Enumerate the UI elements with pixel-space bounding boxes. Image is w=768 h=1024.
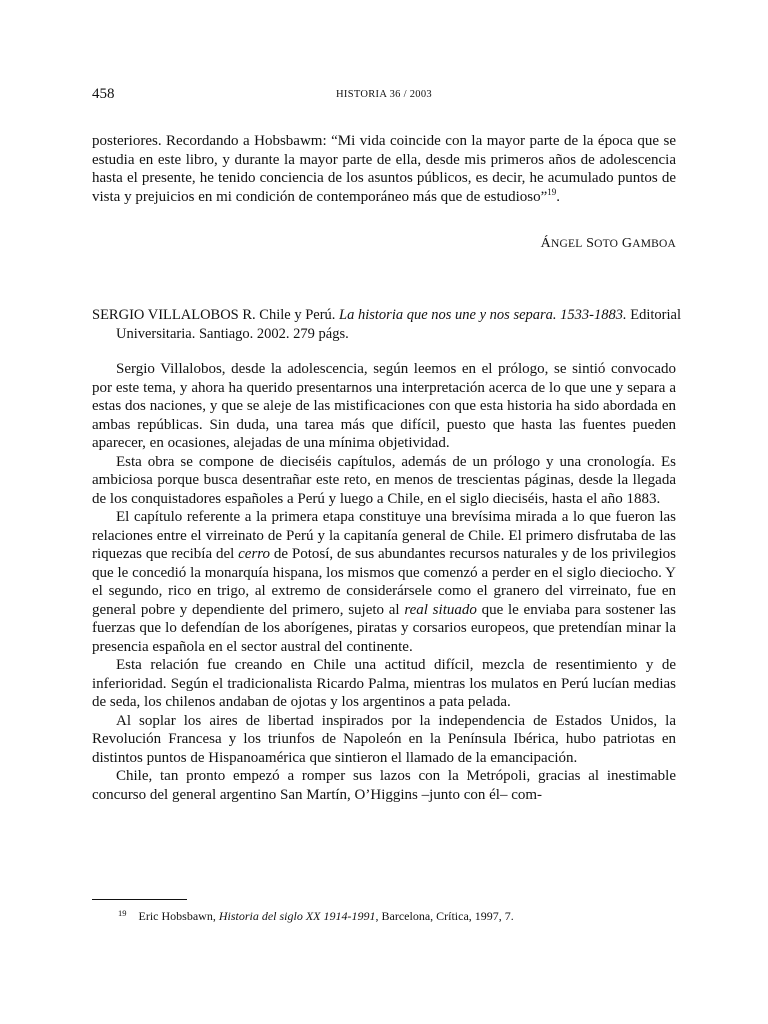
review-bibliographic-heading — [92, 306, 700, 344]
page-number: 458 — [92, 86, 115, 102]
sig-rest-1: NGEL — [550, 238, 583, 250]
review-paragraph-4: Esta relación fue creando en Chile una actitud difícil, mezcla de resentimiento y de inferioridad. Según el tradicionalista Ricardo Palma, mientras los mulatos en Perú lucían medias de seda, los chilenos andaban de ojotas y los argentinos a pata pelada. — [92, 657, 676, 710]
review-paragraph-2: Esta obra se compone de dieciséis capítulos, además de un prólogo y una cronología. Es ambiciosa porque busca desentrañar este reto, en menos de trescientas páginas, desde la llegada de los conquistadores españoles a Perú y luego a Chile, en el siglo dieciséis, hasta el año 1883. — [92, 453, 676, 507]
previous-review-text: posteriores. Recordando a Hobsbawm: “Mi vida coincide con la mayor parte de la época que se estudia en este libro, y durante la mayor parte de ella, desde mis primeros años de adolescencia hasta el presente, he tenido conciencia de los asuntos públicos, es decir, he acumulado puntos de vista y prejuicios en mi condición de contemporáneo más que de estudioso” — [92, 133, 676, 205]
review-paragraph-3 — [92, 508, 676, 656]
sig-initial-3: G — [621, 236, 633, 251]
sig-rest-3: AMBOA — [632, 238, 676, 250]
footnote-separator — [92, 899, 187, 900]
previous-review-ending — [92, 132, 676, 206]
review-paragraph-5: Al soplar los aires de libertad inspirados por la independencia de Estados Unidos, la Revolución Francesa y los triunfos de Napoleón en la Península Ibérica, hubo patriotas en distintos puntos de Hispanoamérica que sintieron el llamado de la emancipación. — [92, 712, 676, 766]
review-heading-title: La historia que nos une y nos separa. 1533-1883. — [339, 307, 627, 323]
footnote — [118, 908, 514, 924]
footnote-number: 19 — [118, 908, 127, 918]
review-heading-publication: Editorial Universitaria. Santiago. 2002. 279 págs. — [116, 307, 682, 342]
review-paragraph-1: Sergio Villalobos, desde la adolescencia, según leemos en el prólogo, se sintió convocado por este tema, y ahora ha querido presentarnos una interpretación acerca de lo que une y separa a estas dos naciones, y que se aleje de las mistificaciones con que esta historia ha sido abordada en ambas repúblicas. Sin duda, una tarea más que difícil, puesto que hasta las fuentes pueden aparecer, en ocasiones, alejadas de una mínima objetividad. — [92, 361, 676, 451]
p3-part-c: que le enviaba para sostener las fuerzas que lo defendían de los aborígenes, piratas y corsarios europeos, que pretendían minar la presencia española en el sector austral del continente. — [92, 601, 677, 655]
running-head: HISTORIA 36 / 2003 — [336, 89, 432, 100]
footnote-reference: 19 — [547, 186, 557, 197]
review-body — [92, 360, 676, 804]
sig-initial-1: Á — [540, 236, 551, 251]
reviewer-signature — [541, 236, 676, 252]
p3-emphasis-real-situado: real situado — [404, 601, 477, 618]
end-punctuation: . — [556, 188, 561, 205]
sig-initial-2: S — [586, 236, 595, 251]
review-heading-author: SERGIO VILLALOBOS R. Chile y Perú. — [92, 307, 336, 323]
footnote-title: Historia del siglo XX 1914-1991 — [218, 909, 376, 923]
footnote-author: Eric Hobsbawn, — [138, 909, 219, 923]
review-paragraph-6: Chile, tan pronto empezó a romper sus lazos con la Metrópoli, gracias al inestimable concurso del general argentino San Martín, O’Higgins –junto con él– com- — [92, 768, 676, 803]
sig-rest-2: OTO — [594, 238, 619, 250]
footnote-details: , Barcelona, Crítica, 1997, 7. — [375, 909, 514, 923]
p3-part-a: El capítulo referente a la primera etapa constituye una brevísima mirada a lo que fueron las relaciones entre el virreinato de Perú y la capitanía general de Chile. El primero disfrutaba de las riquezas que recibía del — [92, 509, 676, 562]
p3-part-b: de Potosí, de sus abundantes recursos naturales y de los privilegios que le concedió la monarquía hispana, los mismos que comenzó a perder en el siglo dieciocho. Y el segundo, rico en trigo, al extremo de considerársele como el granero del virreinato, fue en general pobre y dependiente del primero, sujeto al — [92, 546, 676, 618]
p3-emphasis-cerro: cerro — [238, 546, 271, 562]
